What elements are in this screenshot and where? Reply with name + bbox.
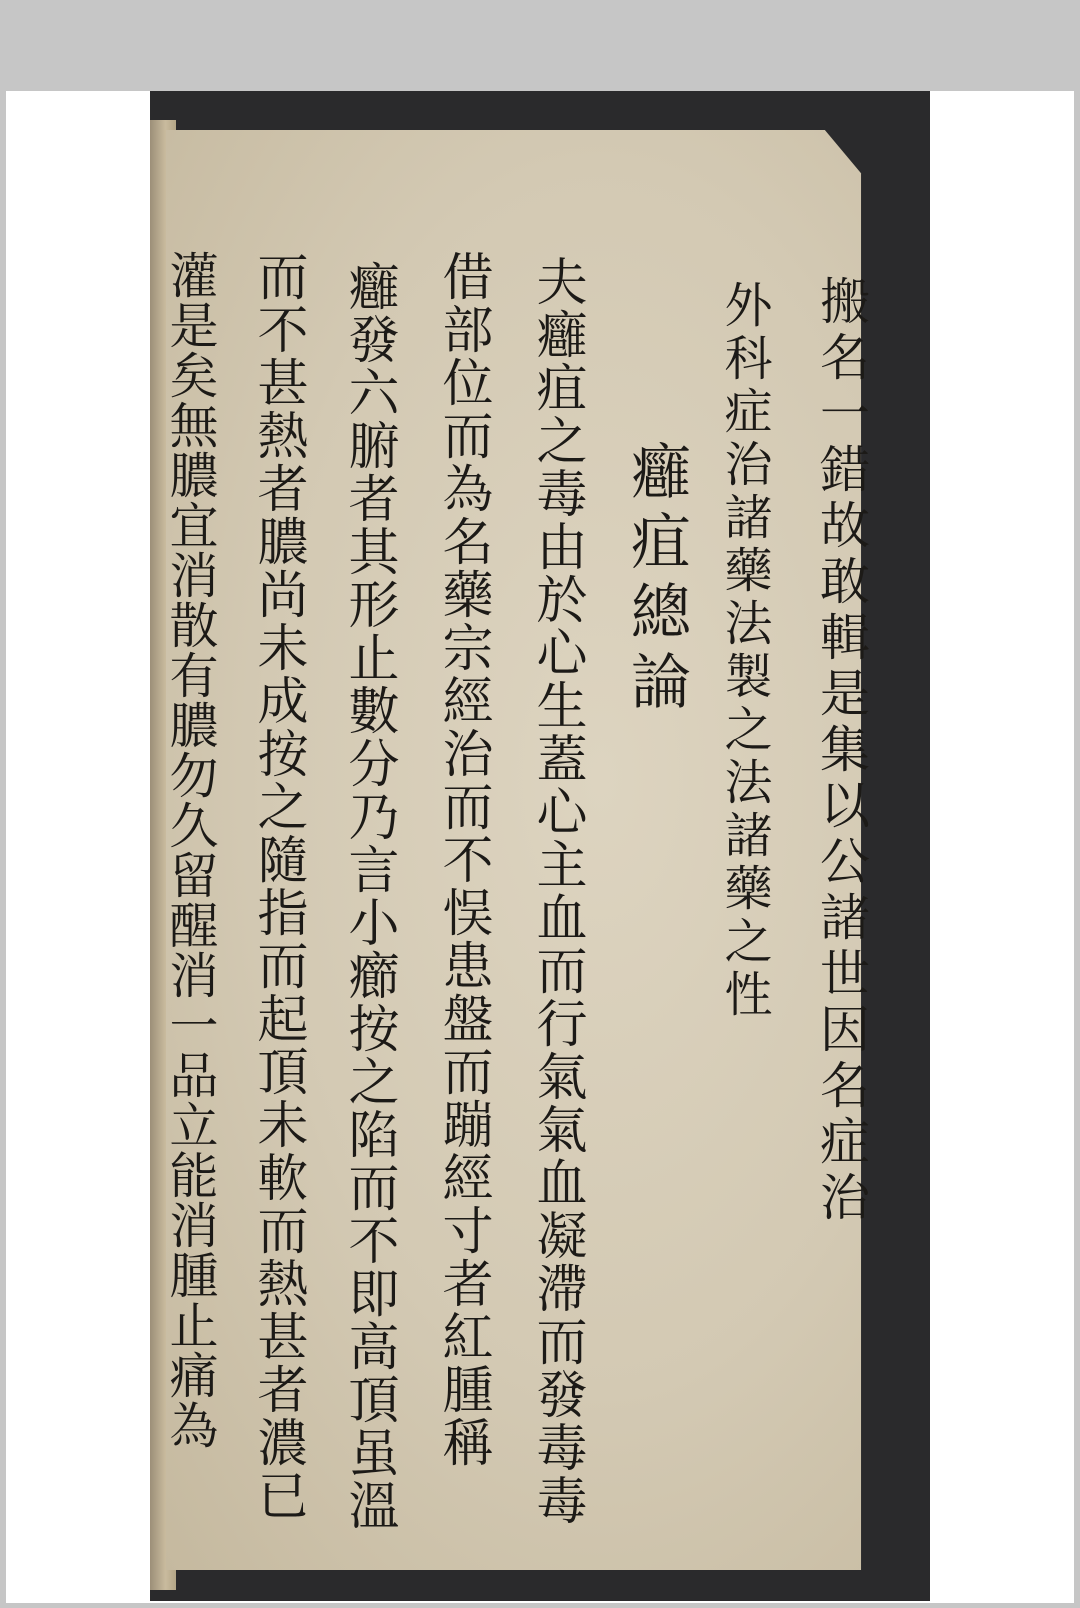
section-heading: 癰疽總論 bbox=[621, 440, 691, 720]
text-column-1: 搬名一錯故敢輯是集以公諸世因名症治 bbox=[812, 275, 870, 1227]
text-column-5: 借部位而為名藥宗經治而不悮患盤而蹦經寸者紅腫稱 bbox=[433, 250, 492, 1469]
text-column-7: 而不甚熱者膿尚未成按之隨指而起頂未軟而熱甚者濃已 bbox=[248, 250, 307, 1522]
text-column-8: 灌是矣無膿宜消散有膿勿久留醒消一品立能消腫止痛為 bbox=[162, 250, 219, 1450]
text-column-4: 夫癰疽之毒由於心生蓋心主血而行氣氣血凝滯而發毒毒 bbox=[527, 255, 586, 1527]
text-column-2: 外科症治諸藥法製之法諸藥之性 bbox=[716, 280, 772, 1022]
text-column-6: 癰發六腑者其形止數分乃言小癤按之陷而不即高頂虽溫 bbox=[339, 260, 398, 1532]
